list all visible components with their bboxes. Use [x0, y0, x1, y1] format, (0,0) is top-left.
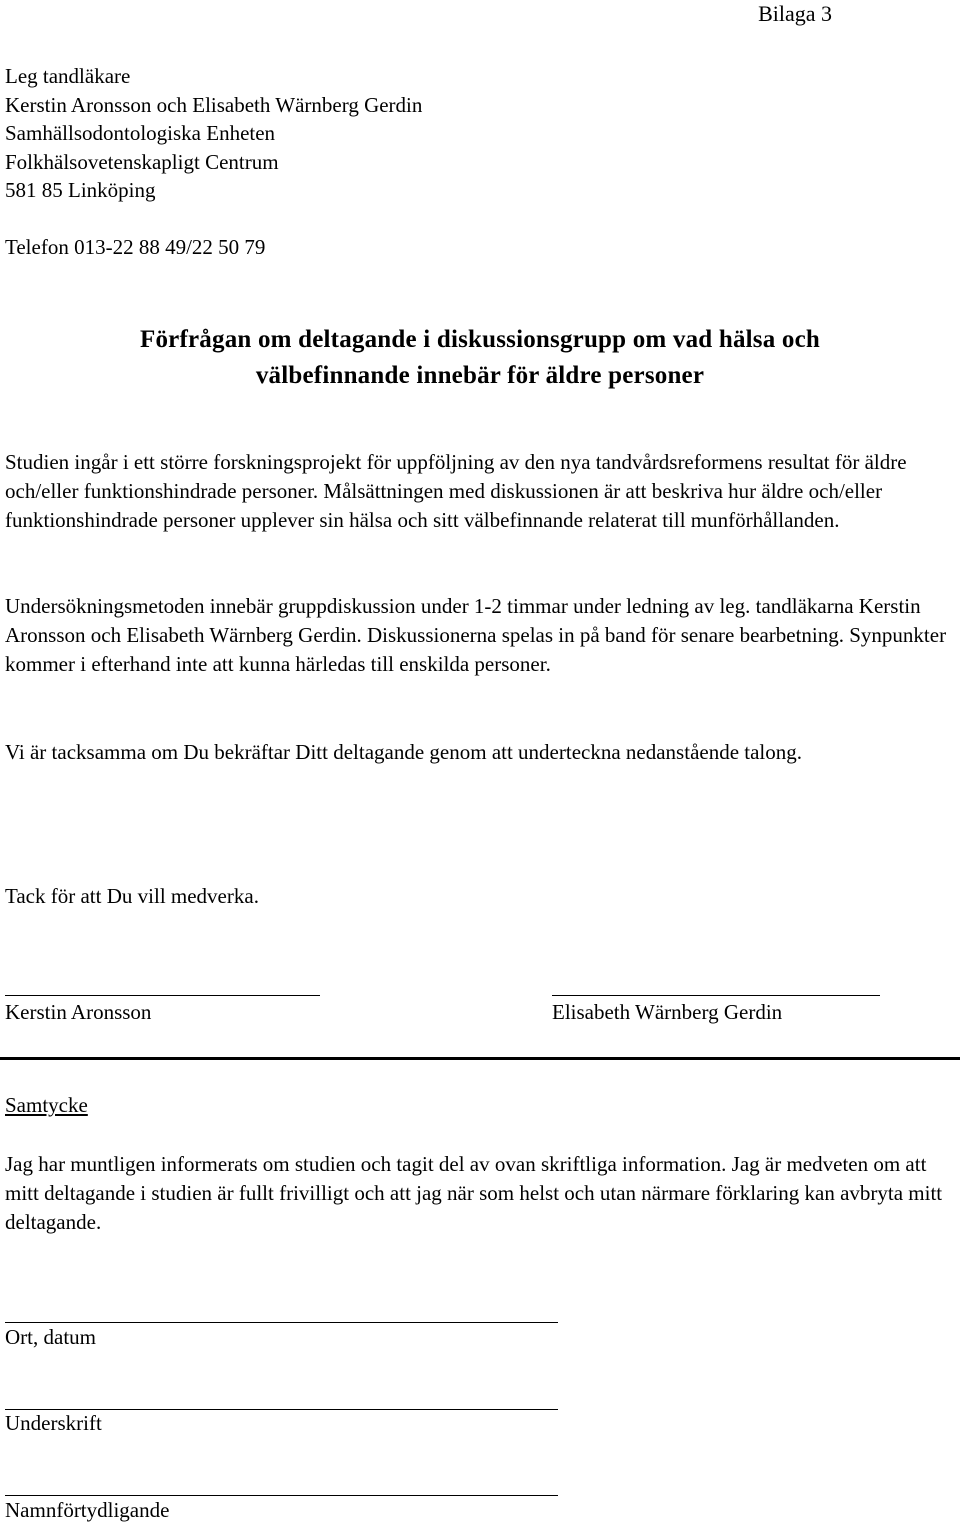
signature-line-right [552, 995, 880, 996]
section-divider [0, 1057, 960, 1060]
sender-address-block [5, 62, 905, 205]
body-paragraph-3: Vi är tacksamma om Du bekräftar Ditt deltagande genom att underteckna nedanstående talong. [5, 740, 803, 764]
document-title-line-2: välbefinnande innebär för äldre personer [255, 362, 705, 389]
consent-heading: Samtycke [5, 1093, 88, 1117]
body-paragraph-1: Studien ingår i ett större forskningsprojekt för uppföljning av den nya tandvårdsreformens resultat för äldre och/eller funktionshindrade personer. Målsättningen med diskussionen är att beskriva hur äldre och/eller funktionshindrade personer upplever sin hälsa och sitt välbefinnande relaterat till munförhållanden. [5, 450, 907, 532]
signature-label: Underskrift [5, 1411, 102, 1435]
sender-names: Kerstin Aronsson och Elisabeth Wärnberg Gerdin [5, 92, 423, 117]
signature-name-left: Kerstin Aronsson [5, 1000, 152, 1024]
sender-department: Samhällsodontologiska Enheten [5, 121, 276, 145]
sender-phone: Telefon 013-22 88 49/22 50 79 [5, 235, 266, 259]
name-clarification-label: Namnförtydligande [5, 1498, 170, 1522]
thanks-line: Tack för att Du vill medverka. [5, 884, 259, 908]
place-date-label: Ort, datum [5, 1325, 96, 1349]
signature-name-right: Elisabeth Wärnberg Gerdin [552, 1000, 783, 1024]
document-title-line-1: Förfrågan om deltagande i diskussionsgrupp om vad hälsa och [140, 326, 820, 353]
signature-line-left [5, 995, 320, 996]
sender-title: Leg tandläkare [5, 64, 131, 88]
sender-center: Folkhälsovetenskapligt Centrum [5, 149, 279, 174]
document-title [0, 322, 960, 394]
sender-postal: 581 85 Linköping [5, 178, 156, 202]
body-paragraph-2: Undersökningsmetoden innebär gruppdiskussion under 1-2 timmar under ledning av leg. tandläkarna Kerstin Aronsson och Elisabeth Wärnberg Gerdin. Diskussionerna spelas in på band för senare bearbetning. Synpunkter kommer i efterhand inte att kunna härledas till enskilda personer. [5, 594, 947, 676]
consent-text: Jag har muntligen informerats om studien och tagit del av ovan skriftliga information. Jag är medveten om att mitt deltagande i studien är fullt frivilligt och att jag när som helst och utan närmare förklaring kan avbryta mitt deltagande. [5, 1152, 943, 1234]
appendix-label: Bilaga 3 [758, 1, 832, 26]
